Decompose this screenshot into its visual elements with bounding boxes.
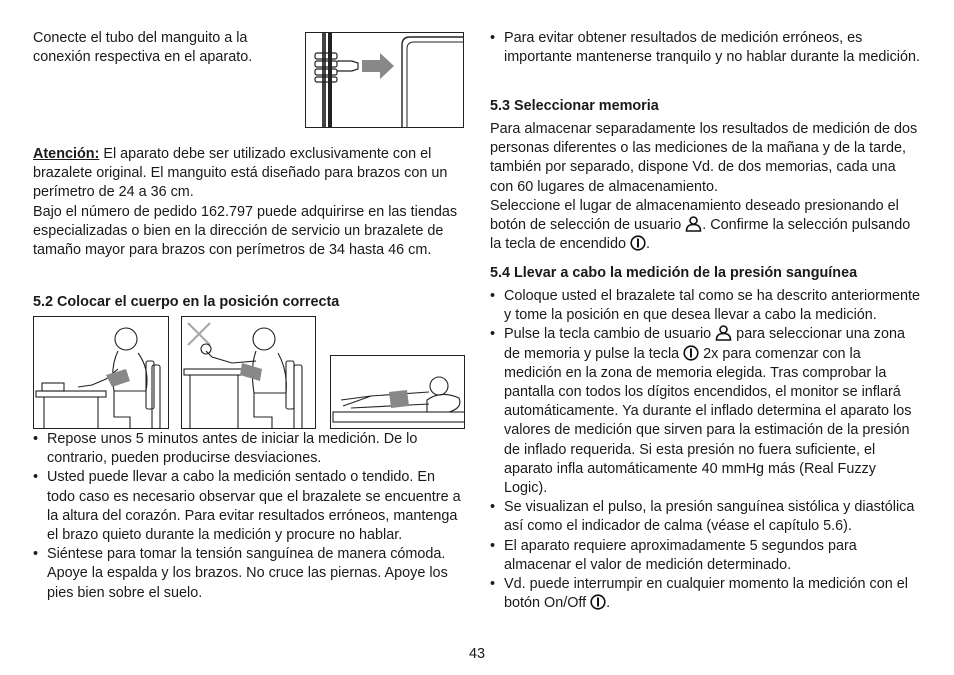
section-5-2-heading: 5.2 Colocar el cuerpo en la posición correcta — [33, 294, 340, 310]
cuff-connection-figure — [305, 32, 464, 128]
memory-paragraph: Para almacenar separadamente los resultados de medición de dos personas diferentes o las mediciones de la mañana y de la tarde, también por separado, dispone Vd. de dos memorias, cada una con 60 lugares de almacenamiento. — [490, 121, 918, 195]
list-item: • Vd. puede interrumpir en cualquier momento la medición con el botón On/Off . — [490, 576, 908, 612]
list-item: • Pulse la tecla cambio de usuario para seleccionar una zona de memoria y pulse la tecla 2x para comenzar con la medición en la zona de memoria elegida. Tras comprobar la pantalla con todos los dígitos encendidos, el monitor se inflará automáticamente. Ya durante el inflado determina el aparato los valores de medición que sirven para la estimación de la presión de inflado requerida. Si esta presión no fuera suficiente, el aparato infla automáticamente 40 mmHg más (Real Fuzzy Logic). — [490, 326, 912, 497]
select-memory-paragraph: Seleccione el lugar de almacenamiento deseado presionando el botón de selección de usuario . Confirme la selección pulsando la tecla de encendido . — [490, 198, 911, 253]
page-number: 43 — [468, 646, 485, 662]
list-item: • Para evitar obtener resultados de medición erróneos, es importante mantenerse tranquilo y no hablar durante la medición. — [490, 30, 920, 66]
posture-bullet-list — [33, 430, 465, 603]
attention-paragraph — [33, 145, 465, 203]
incorrect-sitting-figure — [181, 316, 316, 429]
list-item: • Repose unos 5 minutos antes de iniciar la medición. De lo contrario, pueden producirse desviaciones. — [33, 431, 418, 467]
section-5-3-heading: 5.3 Seleccionar memoria — [490, 98, 659, 114]
cross-icon — [188, 323, 210, 345]
list-item: • Coloque usted el brazalete tal como se ha descrito anteriormente y tome la posición en que desea llevar a cabo la medición. — [490, 288, 920, 324]
intro-bullet-list — [490, 29, 922, 67]
measurement-bullet-list — [490, 287, 922, 613]
attention-text: El aparato debe ser utilizado exclusivamente con el brazalete original. El manguito está diseñado para brazos con un perímetro de 24 a 36 cm. — [33, 146, 448, 201]
lying-position-figure — [330, 355, 465, 429]
power-icon — [590, 594, 606, 610]
power-icon — [683, 345, 699, 361]
user-icon — [715, 325, 732, 341]
power-icon — [630, 235, 646, 251]
connect-instruction: Conecte el tubo del manguito a la conexión respectiva en el aparato. — [33, 30, 253, 66]
order-number-paragraph: Bajo el número de pedido 162.797 puede adquirirse en las tiendas especializadas o bien en la dirección de servicio un brazalete de tamaño mayor para brazos con perímetros de 34 hasta 46 cm. — [33, 204, 458, 259]
attention-label: Atención: — [33, 146, 100, 162]
user-icon — [685, 216, 702, 232]
list-item: • El aparato requiere aproximadamente 5 segundos para almacenar el valor de medición determinado. — [490, 537, 857, 573]
correct-sitting-figure — [33, 316, 169, 429]
arrow-right-icon — [362, 53, 394, 79]
list-item: • Se visualizan el pulso, la presión sanguínea sistólica y diastólica así como el indicador de calma (véase el capítulo 5.6). — [490, 499, 915, 535]
list-item: • Usted puede llevar a cabo la medición sentado o tendido. En todo caso es necesario observar que el brazalete se encuentre a la altura del corazón. Para evitar resultados erróneos, mantenga el brazo quieto durante la medición y procure no hablar. — [33, 469, 461, 544]
list-item: • Siéntese para tomar la tensión sanguínea de manera cómoda. Apoye la espalda y los brazos. No cruce las piernas. Apoye los pies bien sobre el suelo. — [33, 546, 448, 601]
section-5-4-heading: 5.4 Llevar a cabo la medición de la presión sanguínea — [490, 265, 858, 281]
cuff-connection-drawing — [306, 33, 464, 128]
